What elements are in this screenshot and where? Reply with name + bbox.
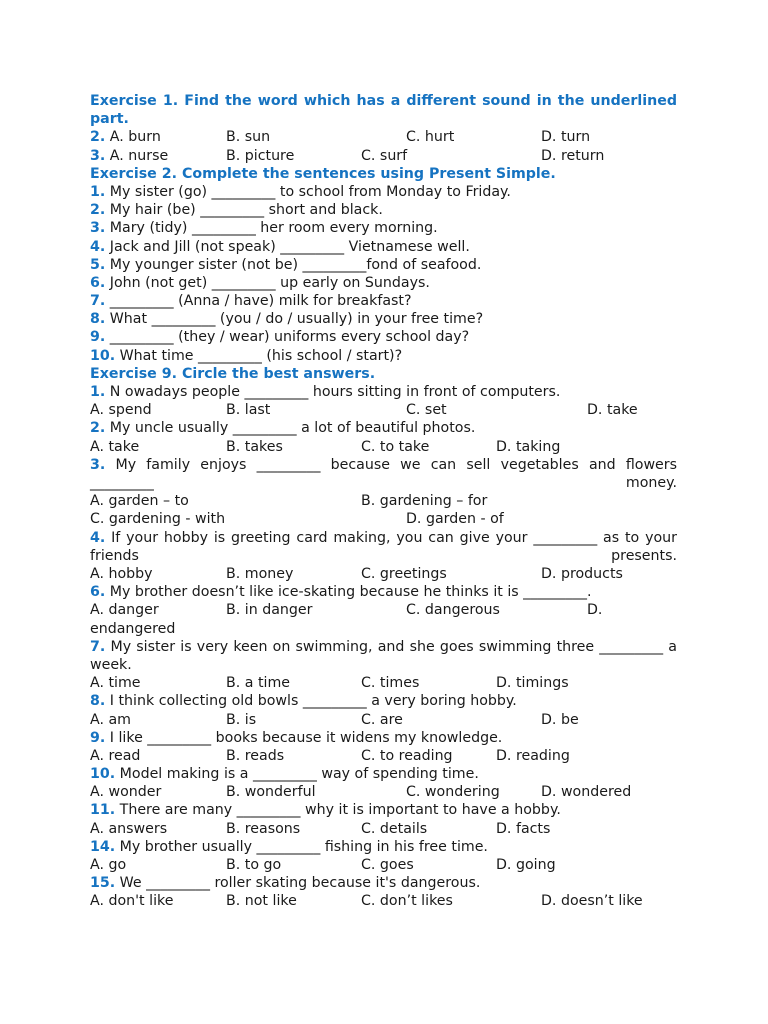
- option-b: B. to go: [226, 857, 282, 873]
- option-c: C. are: [361, 711, 403, 728]
- ex2-item: [90, 219, 677, 237]
- ex2-item: [90, 310, 677, 328]
- option-d: D. going: [496, 857, 556, 873]
- ex2-item: [90, 292, 677, 310]
- exercise-2-title: Exercise 2. Complete the sentences using Present Simple.: [90, 165, 556, 182]
- option-c: C. greetings: [361, 565, 447, 582]
- option-c: C. surf: [361, 147, 408, 164]
- question-text: _________ (Anna / have) milk for breakfast?: [109, 293, 412, 310]
- question-text: John (not get) _________ up early on Sundays.: [109, 274, 430, 291]
- worksheet: [90, 92, 677, 911]
- question-number: 15.: [90, 875, 116, 892]
- ex9-options-9: [90, 747, 677, 765]
- option-c: C. goes: [361, 857, 414, 873]
- question-number: 9.: [90, 729, 106, 746]
- question-number: 14.: [90, 838, 116, 855]
- question-number: 2.: [90, 202, 106, 219]
- option-a: A. wonder: [90, 784, 162, 801]
- ex9-options-1: [90, 401, 677, 419]
- ex9-options-7: [90, 674, 677, 692]
- ex9-question-7: [90, 638, 677, 674]
- question-text: My younger sister (not be) _________fond of seafood.: [109, 256, 482, 273]
- question-text: If your hobby is greeting card making, you can give your _________ as to your friends presents.: [90, 529, 677, 564]
- ex9-question-4: [90, 529, 677, 565]
- option-c: C. to reading: [361, 747, 453, 764]
- ex9-question-9: [90, 729, 677, 747]
- ex1-question-2: [90, 128, 677, 146]
- question-number: 6.: [90, 274, 106, 291]
- option-a: A. read: [90, 747, 141, 764]
- ex2-item: [90, 238, 677, 256]
- question-number: 9.: [90, 329, 106, 346]
- question-text: What time _________ (his school / start)?: [119, 347, 403, 364]
- option-b: B. money: [226, 565, 294, 582]
- question-number: 3.: [90, 220, 106, 237]
- question-text: My sister (go) _________ to school from Monday to Friday.: [109, 183, 511, 200]
- ex1-question-3: [90, 147, 677, 165]
- ex9-question-8: [90, 692, 677, 710]
- question-number: 8.: [90, 311, 106, 328]
- ex9-options-3a: [90, 492, 677, 510]
- ex9-question-10: [90, 765, 677, 783]
- question-text: Model making is a _________ way of spending time.: [119, 766, 479, 783]
- option-d: D. facts: [496, 820, 551, 837]
- question-text: My uncle usually _________ a lot of beautiful photos.: [109, 420, 476, 437]
- question-text: We _________ roller skating because it's dangerous.: [119, 875, 481, 892]
- ex9-options-10: [90, 783, 677, 801]
- question-number: 3.: [90, 147, 106, 164]
- option-b: B. sun: [226, 129, 271, 146]
- option-b: B. gardening – for: [361, 493, 488, 510]
- option-d: D. taking: [496, 438, 561, 455]
- option-d: D. reading: [496, 747, 570, 764]
- exercise-1-title: Exercise 1. Find the word which has a different sound in the underlined part.: [90, 93, 677, 128]
- option-d: D. return: [541, 147, 605, 164]
- option-a: A. spend: [90, 402, 152, 419]
- option-b: B. not like: [226, 893, 297, 910]
- option-c: C. times: [361, 675, 420, 692]
- ex2-item: [90, 201, 677, 219]
- option-a: A. danger: [90, 602, 159, 619]
- option-c: C. gardening - with: [90, 511, 226, 528]
- ex9-options-4: [90, 565, 677, 583]
- option-b: B. is: [226, 711, 257, 728]
- ex2-item: [90, 328, 677, 346]
- question-number: 4.: [90, 529, 106, 546]
- question-text: My brother doesn’t like ice-skating because he thinks it is _________.: [109, 584, 592, 601]
- question-number: 7.: [90, 293, 106, 310]
- question-text: My sister is very keen on swimming, and she goes swimming three _________ a week.: [90, 638, 678, 673]
- option-a: A. nurse: [109, 147, 169, 164]
- option-b: B. reads: [226, 747, 285, 764]
- question-number: 1.: [90, 183, 106, 200]
- option-a: A. hobby: [90, 565, 153, 582]
- question-text: I think collecting old bowls _________ a very boring hobby.: [109, 693, 517, 710]
- option-a: A. take: [90, 438, 140, 455]
- question-text: My family enjoys _________ because we can sell vegetables and flowers _________ money.: [90, 456, 677, 491]
- ex9-options-15: [90, 892, 677, 910]
- option-d: D. wondered: [541, 784, 632, 801]
- question-number: 6.: [90, 584, 106, 601]
- ex9-question-1: [90, 383, 677, 401]
- ex9-options-2: [90, 438, 677, 456]
- option-d: D.: [587, 602, 603, 619]
- option-a: A. time: [90, 675, 141, 692]
- ex9-question-11: [90, 801, 677, 819]
- question-number: 10.: [90, 347, 116, 364]
- option-d: D. turn: [541, 129, 591, 146]
- question-text: I like _________ books because it widens my knowledge.: [109, 729, 503, 746]
- option-c: C. details: [361, 820, 428, 837]
- option-c: C. hurt: [406, 129, 455, 146]
- ex9-question-14: [90, 838, 677, 856]
- option-a: A. am: [90, 711, 131, 728]
- option-a: A. go: [90, 857, 127, 873]
- ex9-question-3: [90, 456, 677, 492]
- option-c: C. dangerous: [406, 602, 500, 619]
- ex9-question-15: [90, 874, 677, 892]
- question-text: Mary (tidy) _________ her room every morning.: [109, 220, 438, 237]
- ex9-question-6: [90, 583, 677, 601]
- question-number: 4.: [90, 238, 106, 255]
- question-number: 3.: [90, 456, 106, 473]
- question-number: 5.: [90, 256, 106, 273]
- option-b: B. reasons: [226, 820, 301, 837]
- ex9-options-6-cont: [90, 620, 677, 638]
- ex9-options-6: [90, 601, 677, 619]
- option-c: C. set: [406, 402, 447, 419]
- ex2-item: [90, 256, 677, 274]
- ex9-question-2: [90, 419, 677, 437]
- option-d: D. be: [541, 711, 579, 728]
- option-d-text: endangered: [90, 620, 176, 637]
- option-b: B. in danger: [226, 602, 313, 619]
- question-number: 7.: [90, 638, 106, 655]
- option-a: A. burn: [109, 129, 161, 146]
- option-c: C. don’t likes: [361, 893, 453, 910]
- option-d: D. timings: [496, 675, 569, 692]
- option-b: B. a time: [226, 675, 291, 692]
- ex9-options-3b: [90, 510, 677, 528]
- option-a: A. answers: [90, 820, 168, 837]
- option-b: B. picture: [226, 147, 295, 164]
- question-text: My hair (be) _________ short and black.: [109, 202, 383, 219]
- ex9-options-11: [90, 820, 677, 838]
- question-text: N owadays people _________ hours sitting in front of computers.: [109, 384, 561, 401]
- question-number: 2.: [90, 129, 106, 146]
- ex9-options-14: [90, 856, 677, 874]
- question-number: 8.: [90, 693, 106, 710]
- question-text: _________ (they / wear) uniforms every school day?: [109, 329, 470, 346]
- option-b: B. wonderful: [226, 784, 316, 801]
- question-number: 2.: [90, 420, 106, 437]
- question-text: There are many _________ why it is important to have a hobby.: [119, 802, 561, 819]
- exercise-9-title: Exercise 9. Circle the best answers.: [90, 365, 376, 382]
- question-number: 10.: [90, 766, 116, 783]
- option-d: D. take: [587, 402, 638, 419]
- option-b: B. last: [226, 402, 271, 419]
- option-b: B. takes: [226, 438, 283, 455]
- ex9-options-8: [90, 711, 677, 729]
- question-text: My brother usually _________ fishing in his free time.: [119, 838, 488, 855]
- option-d: D. garden - of: [406, 511, 504, 528]
- ex2-item: [90, 183, 677, 201]
- option-d: D. products: [541, 565, 623, 582]
- question-number: 1.: [90, 384, 106, 401]
- option-a: A. don't like: [90, 893, 174, 910]
- option-c: C. to take: [361, 438, 430, 455]
- option-c: C. wondering: [406, 784, 500, 801]
- question-text: Jack and Jill (not speak) _________ Vietnamese well.: [109, 238, 470, 255]
- ex2-item: [90, 274, 677, 292]
- question-number: 11.: [90, 802, 116, 819]
- ex2-item: [90, 347, 677, 365]
- question-text: What _________ (you / do / usually) in your free time?: [109, 311, 484, 328]
- option-d: D. doesn’t like: [541, 893, 643, 910]
- option-a: A. garden – to: [90, 493, 189, 510]
